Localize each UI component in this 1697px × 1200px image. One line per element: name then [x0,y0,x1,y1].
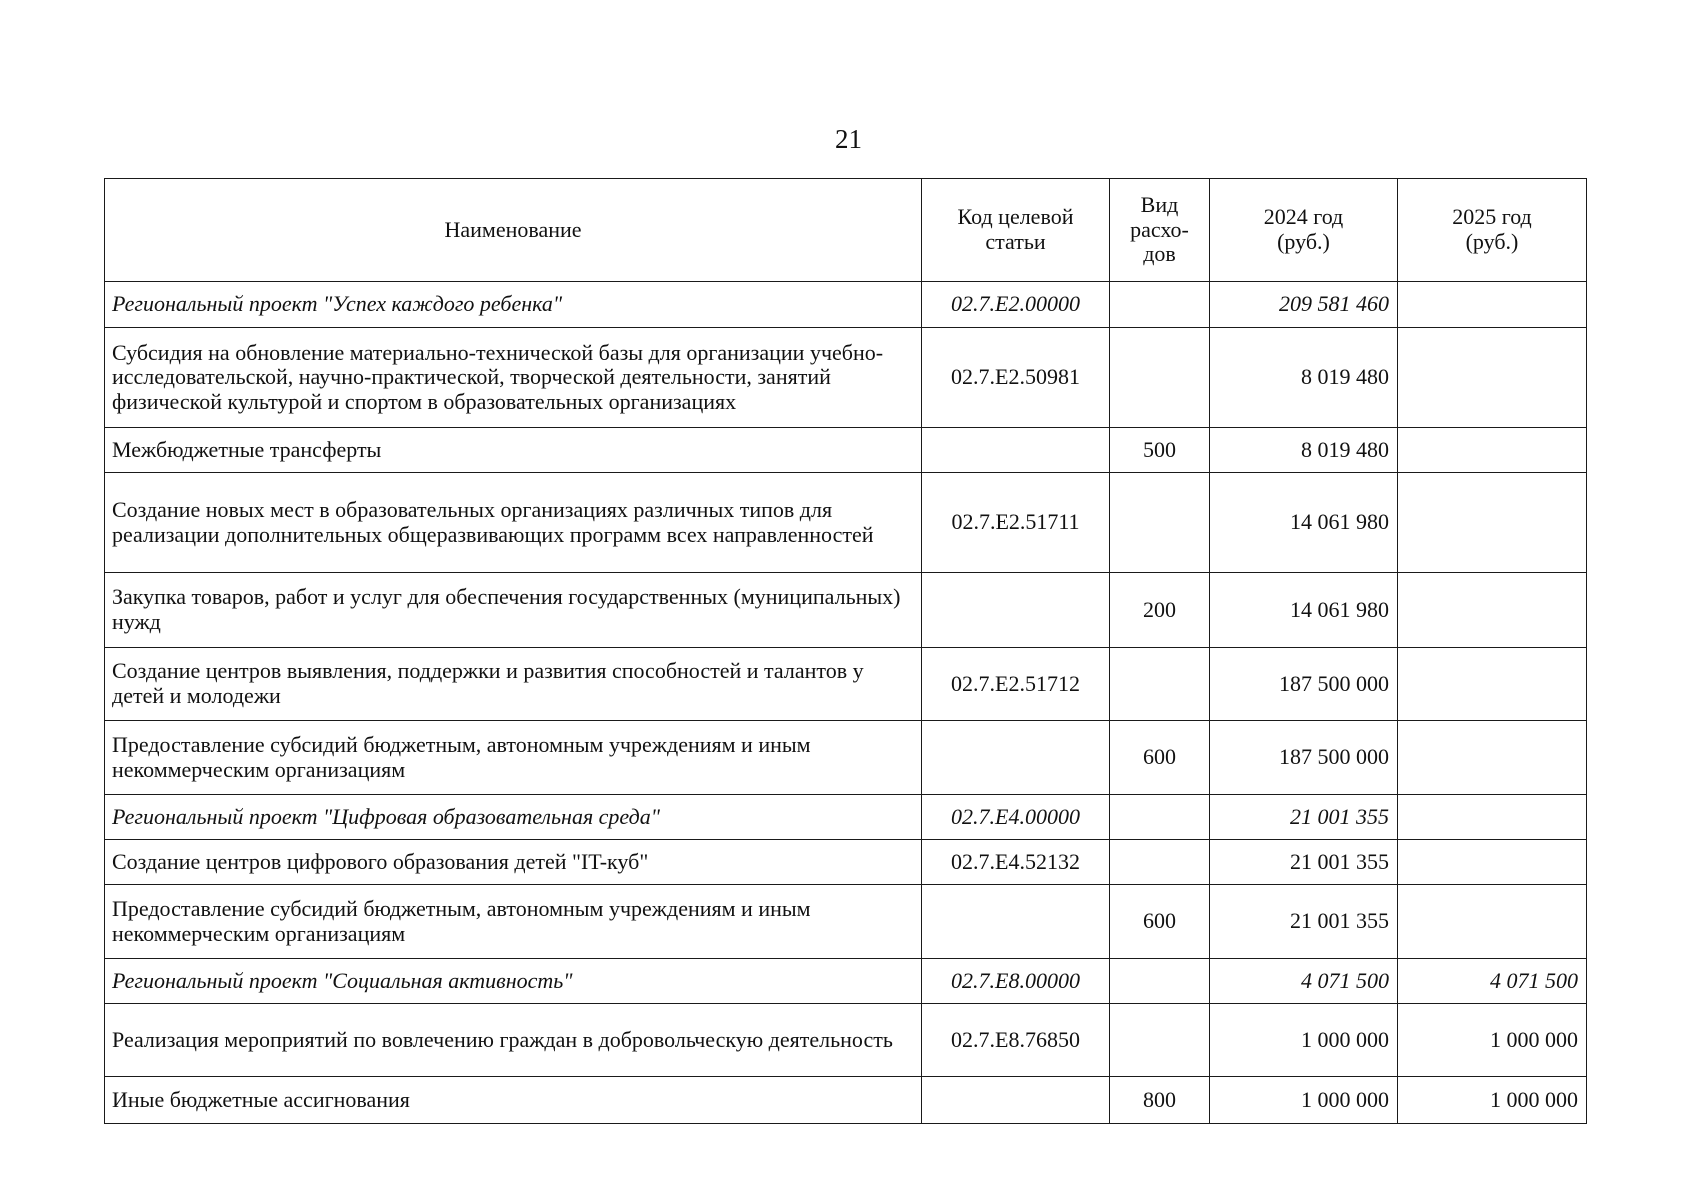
row-code [922,573,1110,648]
row-kind [1110,840,1210,885]
header-name: Наименование [105,179,922,282]
table-row [105,1077,1587,1124]
row-code: 02.7.Е2.51711 [922,473,1110,573]
row-2025 [1398,840,1587,885]
row-2024: 21 001 355 [1210,795,1398,840]
row-name: Предоставление субсидий бюджетным, автономным учреждениям и иным некоммерческим организациям [105,721,922,795]
table-row [105,648,1587,721]
row-kind: 600 [1110,721,1210,795]
row-2024: 209 581 460 [1210,282,1398,328]
row-2024: 1 000 000 [1210,1004,1398,1077]
row-2025: 1 000 000 [1398,1004,1587,1077]
table-row [105,428,1587,473]
row-name: Создание новых мест в образовательных организациях различных типов для реализации дополнительных общеразвивающих программ всех направленностей [105,473,922,573]
row-name: Создание центров выявления, поддержки и развития способностей и талантов у детей и молодежи [105,648,922,721]
row-code [922,721,1110,795]
row-code: 02.7.Е2.51712 [922,648,1110,721]
row-2025 [1398,648,1587,721]
row-kind [1110,648,1210,721]
row-2024: 1 000 000 [1210,1077,1398,1124]
row-kind: 500 [1110,428,1210,473]
row-code [922,885,1110,959]
row-kind: 800 [1110,1077,1210,1124]
table-row [105,473,1587,573]
row-kind: 200 [1110,573,1210,648]
row-2025 [1398,795,1587,840]
row-name: Создание центров цифрового образования детей "IT-куб" [105,840,922,885]
table-row [105,795,1587,840]
table-row [105,282,1587,328]
row-2025: 1 000 000 [1398,1077,1587,1124]
row-code: 02.7.Е2.50981 [922,328,1110,428]
row-2024: 8 019 480 [1210,428,1398,473]
row-kind [1110,282,1210,328]
row-2025 [1398,721,1587,795]
header-code: Код целевой статьи [922,179,1110,282]
header-kind: Вид расхо- дов [1110,179,1210,282]
row-name: Региональный проект "Цифровая образовательная среда" [105,795,922,840]
row-2025: 4 071 500 [1398,959,1587,1004]
row-2024: 21 001 355 [1210,885,1398,959]
row-name: Межбюджетные трансферты [105,428,922,473]
row-code: 02.7.Е8.76850 [922,1004,1110,1077]
row-name: Региональный проект "Социальная активность" [105,959,922,1004]
row-code [922,428,1110,473]
row-2025 [1398,473,1587,573]
row-2025 [1398,328,1587,428]
row-2025 [1398,282,1587,328]
row-name: Закупка товаров, работ и услуг для обеспечения государственных (муниципальных) нужд [105,573,922,648]
row-2024: 14 061 980 [1210,573,1398,648]
row-name: Предоставление субсидий бюджетным, автономным учреждениям и иным некоммерческим организациям [105,885,922,959]
row-2025 [1398,428,1587,473]
row-name: Региональный проект "Успех каждого ребенка" [105,282,922,328]
row-2024: 8 019 480 [1210,328,1398,428]
row-name: Субсидия на обновление материально-технической базы для организации учебно-исследовательской, научно-практической, творческой деятельности, занятий физической культурой и спортом в образовательных организациях [105,328,922,428]
row-2024: 21 001 355 [1210,840,1398,885]
row-2025 [1398,885,1587,959]
row-2024: 4 071 500 [1210,959,1398,1004]
row-code: 02.7.Е4.52132 [922,840,1110,885]
page-number: 21 [835,124,862,154]
table-row [105,573,1587,648]
row-2024: 187 500 000 [1210,648,1398,721]
table-row [105,959,1587,1004]
row-code: 02.7.Е4.00000 [922,795,1110,840]
row-code: 02.7.Е8.00000 [922,959,1110,1004]
row-2025 [1398,573,1587,648]
row-name: Реализация мероприятий по вовлечению граждан в добровольческую деятельность [105,1004,922,1077]
row-2024: 14 061 980 [1210,473,1398,573]
header-2025: 2025 год (руб.) [1398,179,1587,282]
table-row [105,1004,1587,1077]
row-kind: 600 [1110,885,1210,959]
table-row [105,328,1587,428]
table-header-row [105,179,1587,282]
row-2024: 187 500 000 [1210,721,1398,795]
row-kind [1110,795,1210,840]
row-code: 02.7.Е2.00000 [922,282,1110,328]
row-kind [1110,959,1210,1004]
row-kind [1110,1004,1210,1077]
budget-table [104,178,1587,1124]
table-row [105,840,1587,885]
table-row [105,721,1587,795]
row-code [922,1077,1110,1124]
row-kind [1110,473,1210,573]
table-row [105,885,1587,959]
row-kind [1110,328,1210,428]
header-2024: 2024 год (руб.) [1210,179,1398,282]
row-name: Иные бюджетные ассигнования [105,1077,922,1124]
